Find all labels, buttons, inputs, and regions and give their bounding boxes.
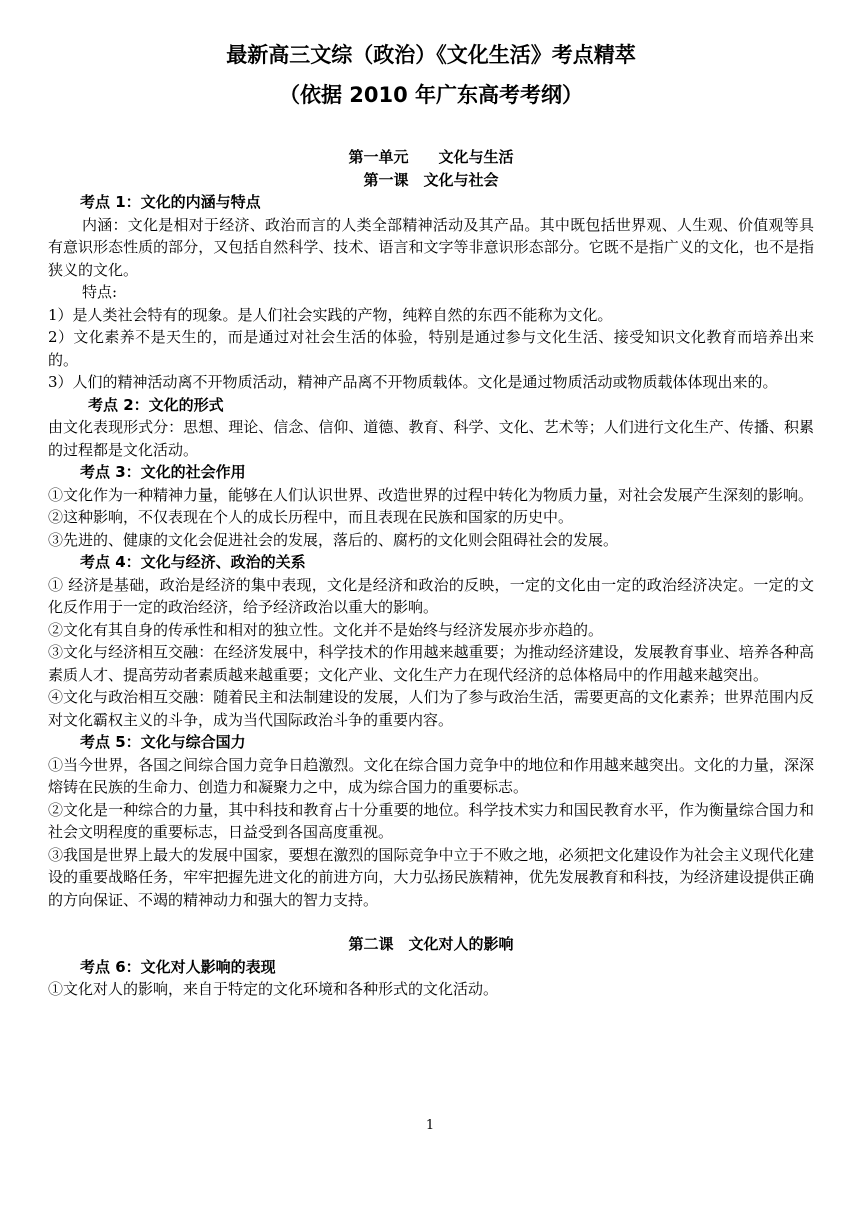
paragraph: ③先进的、健康的文化会促进社会的发展，落后的、腐朽的文化则会阻碍社会的发展。 xyxy=(48,530,619,549)
paragraph: ①文化作为一种精神力量，能够在人们认识世界、改造世界的过程中转化为物质力量，对社会发展产生深刻的影响。 xyxy=(48,485,814,504)
section-heading: 考点 6：文化对人影响的表现 xyxy=(80,957,276,976)
paragraph: 内涵：文化是相对于经济、政治而言的人类全部精神活动及其产品。其中既包括世界观、人生观、价值观等具有意识形态性质的部分，又包括自然科学、技术、语言和文字等非意识形态部分。它既不是指广义的文化，也不是指狭义的文化。 xyxy=(48,215,814,279)
section-heading: 考点 2：文化的形式 xyxy=(88,395,224,414)
section-heading: 考点 5：文化与综合国力 xyxy=(80,733,246,751)
paragraph: 1）是人类社会特有的现象。是人们社会实践的产物，纯粹自然的东西不能称为文化。 xyxy=(48,305,613,324)
lesson-heading: 第二课 文化对人的影响 xyxy=(348,935,514,953)
paragraph: ②文化有其自身的传承性和相对的独立性。文化并不是始终与经济发展亦步亦趋的。 xyxy=(48,620,604,639)
paragraph: ②这种影响，不仅表现在个人的成长历程中，而且表现在民族和国家的历史中。 xyxy=(48,508,574,526)
spacer xyxy=(48,911,814,933)
section-heading: 考点 3：文化的社会作用 xyxy=(80,463,246,481)
paragraph: ① 经济是基础，政治是经济的集中表现，文化是经济和政治的反映，一定的文化由一定的政治经济决定。一定的文化反作用于一定的政治经济，给予经济政治以重大的影响。 xyxy=(48,575,814,616)
page-number: 1 xyxy=(425,1118,435,1133)
paragraph: ③文化与经济相互交融：在经济发展中，科学技术的作用越来越重要；为推动经济建设，发展教育事业、培养各种高素质人才、提高劳动者素质越来越重要；文化产业、文化生产力在现代经济的总体格局中的作用越来越突出。 xyxy=(48,643,814,684)
paragraph: ①当今世界，各国之间综合国力竞争日趋激烈。文化在综合国力竞争中的地位和作用越来越突出。文化的力量，深深熔铸在民族的生命力、创造力和凝聚力之中，成为综合国力的重要标志。 xyxy=(48,755,814,796)
paragraph: ③我国是世界上最大的发展中国家，要想在激烈的国际竞争中立于不败之地，必须把文化建设作为社会主义现代化建设的重要战略任务，牢牢把握先进文化的前进方向，大力弘扬民族精神，优先发展教育和科技，为经济建设提供正确的方向保证、不竭的精神动力和强大的智力支持。 xyxy=(48,845,814,909)
paragraph: ①文化对人的影响，来自于特定的文化环境和各种形式的文化活动。 xyxy=(48,980,499,998)
paragraph: 由文化表现形式分：思想、理论、信念、信仰、道德、教育、科学、文化、艺术等；人们进行文化生产、传播、积累的过程都是文化活动。 xyxy=(48,418,814,459)
section-heading: 考点 4：文化与经济、政治的关系 xyxy=(80,553,306,571)
document-title: 最新高三文综（政治）《文化生活》考点精萃 xyxy=(226,43,636,67)
paragraph: 3）人们的精神活动离不开物质活动，精神产品离不开物质载体。文化是通过物质活动或物质载体体现出来的。 xyxy=(48,373,778,391)
paragraph: 2）文化素养不是天生的，而是通过对社会生活的体验，特别是通过参与文化生活、接受知识文化教育而培养出来的。 xyxy=(48,328,814,369)
section-heading: 考点 1：文化的内涵与特点 xyxy=(80,193,261,211)
paragraph: 特点: xyxy=(82,283,118,301)
paragraph: ②文化是一种综合的力量，其中科技和教育占十分重要的地位。科学技术实力和国民教育水平，作为衡量综合国力和社会文明程度的重要标志，日益受到各国高度重视。 xyxy=(48,800,814,841)
unit-heading: 第一单元 文化与生活 xyxy=(348,148,514,166)
paragraph: ④文化与政治相互交融：随着民主和法制建设的发展，人们为了参与政治生活，需要更高的文化素养；世界范围内反对文化霸权主义的斗争，成为当代国际政治斗争的重要内容。 xyxy=(48,688,814,729)
document-subtitle: （依据 2010 年广东高考考纲） xyxy=(278,83,584,107)
lesson-heading: 第一课 文化与社会 xyxy=(363,170,499,189)
document-body xyxy=(48,146,814,1001)
